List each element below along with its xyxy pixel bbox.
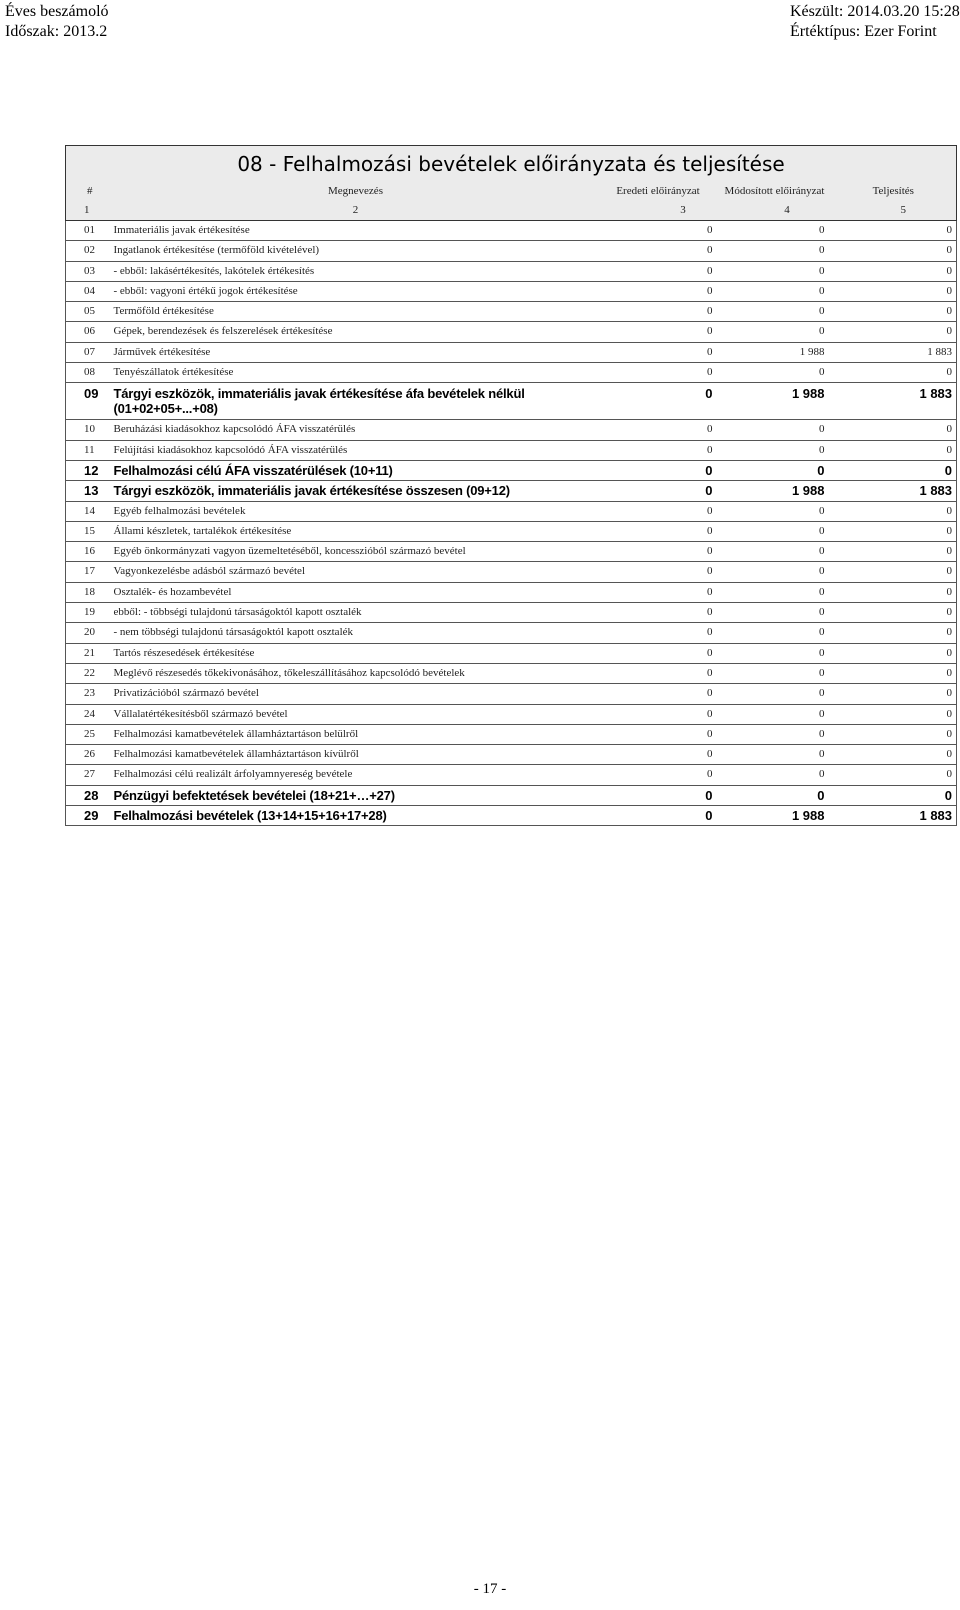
row-teljesites-value: 0 [831,281,957,301]
row-name-text: Pénzügyi befektetések bevételei (18+21+…+27) [113,787,395,803]
table-row [66,582,957,602]
row-name [114,241,598,261]
row-code: 17 [66,562,114,582]
row-teljesites-value: 1 883 [831,342,957,362]
row-name [114,765,598,785]
row-modositott-value: 0 [719,724,831,744]
row-name [114,643,598,663]
row-code: 11 [66,440,114,460]
row-code: 21 [66,643,114,663]
row-name [114,440,598,460]
row-teljesites-value: 0 [831,440,957,460]
row-name-text: Felhalmozási célú ÁFA visszatérülések (10+11) [113,462,393,478]
row-name-text: Egyéb önkormányzati vagyon üzemeltetéséből, koncesszióból származó bevétel [113,545,466,558]
row-name-continuation: (01+02+05+...+08) [113,401,218,417]
row-eredeti-value: 0 [598,603,719,623]
document-type: Éves beszámoló [5,3,109,20]
row-name-text: - ebből: lakásértékesítés, lakótelek értékesítés [113,264,315,277]
row-modositott-value: 0 [719,582,831,602]
row-name-text: Osztalék- és hozambevétel [113,585,232,598]
row-modositott-value: 0 [719,420,831,440]
row-name [114,704,598,724]
row-teljesites-value: 1 883 [831,383,957,420]
row-code: 06 [66,322,114,342]
row-code: 13 [66,481,114,501]
row-eredeti-value: 0 [598,521,719,541]
column-number-3: 3 [598,201,719,221]
row-name-text: Vagyonkezelésbe adásból származó bevétel [113,565,305,578]
row-eredeti-value: 0 [598,501,719,521]
row-modositott-value: 0 [719,460,831,480]
table-row [66,521,957,541]
row-name [114,562,598,582]
row-name [114,460,598,480]
row-modositott-value: 0 [719,684,831,704]
row-name-text: Járművek értékesítése [113,345,211,358]
row-teljesites-value: 1 883 [831,806,957,826]
row-name-text: Felújítási kiadásokhoz kapcsolódó ÁFA visszatérülés [113,443,348,456]
row-name [114,542,598,562]
table-row [66,684,957,704]
row-code: 05 [66,302,114,322]
period-label: Időszak: 2013.2 [5,23,108,40]
row-code: 29 [66,806,114,826]
row-name-text: Tenyészállatok értékesítése [113,366,234,379]
row-teljesites-value: 0 [831,521,957,541]
column-header-name: Megnevezés [114,182,598,201]
row-eredeti-value: 0 [598,420,719,440]
row-name [114,383,598,420]
row-name-text: Termőföld értékesítése [113,305,214,318]
row-name-text: Állami készletek, tartalékok értékesítése [113,524,292,537]
row-name-text: Felhalmozási célú realizált árfolyamnyereség bevétele [113,768,353,781]
row-teljesites-value: 0 [831,765,957,785]
row-name [114,806,598,826]
row-teljesites-value: 0 [831,704,957,724]
row-name-text: Egyéb felhalmozási bevételek [113,504,246,517]
row-teljesites-value: 0 [831,785,957,805]
row-name [114,785,598,805]
report-table [65,145,957,826]
row-teljesites-value: 0 [831,562,957,582]
row-modositott-value: 0 [719,663,831,683]
row-name [114,221,598,241]
row-code: 03 [66,261,114,281]
row-modositott-value: 1 988 [719,383,831,420]
table-row [66,460,957,480]
row-name-text: Immateriális javak értékesítése [113,224,250,236]
row-code: 20 [66,623,114,643]
row-name-text: Privatizációból származó bevétel [113,687,259,700]
row-eredeti-value: 0 [598,302,719,322]
row-modositott-value: 0 [719,765,831,785]
column-number-row [66,201,957,221]
row-code: 12 [66,460,114,480]
row-modositott-value: 0 [719,603,831,623]
row-name [114,261,598,281]
row-modositott-value: 1 988 [719,806,831,826]
row-name [114,420,598,440]
row-name [114,521,598,541]
column-header-row [66,182,957,201]
column-header-teljesites: Teljesítés [831,182,957,201]
table-row [66,724,957,744]
row-name-text: ebből: - többségi tulajdonú társaságoktól kapott osztalék [113,606,362,619]
row-modositott-value: 0 [719,501,831,521]
row-name-text: Meglévő részesedés tőkekivonásához, tőkeleszállításához kapcsolódó bevételek [113,666,465,679]
row-modositott-value: 0 [719,241,831,261]
row-modositott-value: 0 [719,363,831,383]
table-row [66,542,957,562]
row-teljesites-value: 0 [831,542,957,562]
row-teljesites-value: 0 [831,420,957,440]
table-row [66,806,957,826]
row-name-text: - nem többségi tulajdonú társaságoktól kapott osztalék [113,626,354,639]
row-teljesites-value: 0 [831,322,957,342]
row-eredeti-value: 0 [598,643,719,663]
row-modositott-value: 0 [719,542,831,562]
table-row [66,785,957,805]
table-row [66,302,957,322]
column-header-eredeti: Eredeti előirányzat [598,182,719,201]
row-name-text: Felhalmozási kamatbevételek államháztartáson kívülről [113,748,359,761]
row-eredeti-value: 0 [598,745,719,765]
row-eredeti-value: 0 [598,261,719,281]
row-name-text: Beruházási kiadásokhoz kapcsolódó ÁFA visszatérülés [113,423,356,436]
row-name [114,342,598,362]
column-number-1: 1 [66,201,114,221]
row-name [114,663,598,683]
row-name [114,501,598,521]
table-row [66,643,957,663]
row-modositott-value: 0 [719,745,831,765]
row-code: 27 [66,765,114,785]
row-eredeti-value: 0 [598,704,719,724]
table-row [66,420,957,440]
table-row [66,440,957,460]
row-modositott-value: 0 [719,704,831,724]
row-teljesites-value: 0 [831,724,957,744]
row-eredeti-value: 0 [598,806,719,826]
row-eredeti-value: 0 [598,363,719,383]
row-name [114,322,598,342]
row-eredeti-value: 0 [598,460,719,480]
row-name-text: Vállalatértékesítésből származó bevétel [113,707,288,720]
row-name-text: Ingatlanok értékesítése (termőföld kivételével) [113,244,320,257]
row-modositott-value: 0 [719,261,831,281]
table-row [66,363,957,383]
row-code: 04 [66,281,114,301]
column-number-4: 4 [719,201,831,221]
row-code: 14 [66,501,114,521]
row-eredeti-value: 0 [598,383,719,420]
row-modositott-value: 0 [719,562,831,582]
row-name [114,724,598,744]
table-title-row [66,146,957,183]
row-eredeti-value: 0 [598,440,719,460]
row-eredeti-value: 0 [598,221,719,241]
row-teljesites-value: 0 [831,221,957,241]
row-teljesites-value: 0 [831,460,957,480]
table-row [66,603,957,623]
row-teljesites-value: 0 [831,363,957,383]
row-name [114,281,598,301]
row-name-text: Felhalmozási bevételek (13+14+15+16+17+28) [113,808,387,824]
row-modositott-value: 0 [719,221,831,241]
row-eredeti-value: 0 [598,281,719,301]
row-name-text: - ebből: vagyoni értékű jogok értékesítése [113,284,298,297]
row-teljesites-value: 0 [831,501,957,521]
row-name [114,684,598,704]
table-row [66,765,957,785]
row-eredeti-value: 0 [598,542,719,562]
row-name [114,582,598,602]
page-number: - 17 - [473,1581,507,1597]
row-code: 24 [66,704,114,724]
row-code: 25 [66,724,114,744]
row-modositott-value: 1 988 [719,481,831,501]
row-teljesites-value: 0 [831,261,957,281]
row-eredeti-value: 0 [598,342,719,362]
row-teljesites-value: 0 [831,663,957,683]
table-row [66,745,957,765]
table-row [66,481,957,501]
row-eredeti-value: 0 [598,623,719,643]
row-code: 18 [66,582,114,602]
row-code: 28 [66,785,114,805]
row-eredeti-value: 0 [598,785,719,805]
table-row [66,221,957,241]
row-name-text: Gépek, berendezések és felszerelések értékesítése [113,325,333,338]
row-name [114,302,598,322]
column-header-modositott: Módosított előirányzat [719,182,831,201]
row-name [114,623,598,643]
row-code: 26 [66,745,114,765]
column-number-5: 5 [831,201,957,221]
row-code: 01 [66,221,114,241]
table-title: 08 - Felhalmozási bevételek előirányzata és teljesítése [66,146,957,183]
row-eredeti-value: 0 [598,765,719,785]
row-eredeti-value: 0 [598,562,719,582]
table-row [66,501,957,521]
row-name [114,481,598,501]
row-name [114,363,598,383]
row-modositott-value: 0 [719,302,831,322]
row-teljesites-value: 0 [831,643,957,663]
value-type-label: Értéktípus: Ezer Forint [790,23,937,40]
row-code: 02 [66,241,114,261]
row-code: 08 [66,363,114,383]
row-modositott-value: 1 988 [719,342,831,362]
row-eredeti-value: 0 [598,724,719,744]
table-row [66,704,957,724]
column-number-2: 2 [114,201,598,221]
row-name-text: Tárgyi eszközök, immateriális javak értékesítése áfa bevételek nélkül [113,386,525,402]
row-modositott-value: 0 [719,440,831,460]
row-teljesites-value: 1 883 [831,481,957,501]
row-teljesites-value: 0 [831,582,957,602]
row-modositott-value: 0 [719,521,831,541]
row-eredeti-value: 0 [598,582,719,602]
row-name [114,603,598,623]
row-name-text: Tárgyi eszközök, immateriális javak értékesítése összesen (09+12) [113,483,510,499]
row-modositott-value: 0 [719,623,831,643]
row-teljesites-value: 0 [831,684,957,704]
row-code: 23 [66,684,114,704]
table-row [66,562,957,582]
row-teljesites-value: 0 [831,745,957,765]
row-modositott-value: 0 [719,281,831,301]
row-modositott-value: 0 [719,322,831,342]
row-name-text: Felhalmozási kamatbevételek államháztartáson belülről [113,727,359,740]
table-row [66,241,957,261]
row-modositott-value: 0 [719,643,831,663]
column-header-code: # [66,182,114,201]
row-teljesites-value: 0 [831,623,957,643]
row-eredeti-value: 0 [598,663,719,683]
created-timestamp: Készült: 2014.03.20 15:28 [790,3,960,20]
row-code: 22 [66,663,114,683]
row-eredeti-value: 0 [598,684,719,704]
row-code: 07 [66,342,114,362]
row-teljesites-value: 0 [831,302,957,322]
row-code: 15 [66,521,114,541]
row-modositott-value: 0 [719,785,831,805]
row-name-text: Tartós részesedések értékesítése [113,646,255,659]
row-code: 10 [66,420,114,440]
table-row [66,342,957,362]
row-code: 09 [66,383,114,420]
row-eredeti-value: 0 [598,481,719,501]
table-row [66,383,957,420]
row-name [114,745,598,765]
row-teljesites-value: 0 [831,603,957,623]
table-row [66,623,957,643]
table-row [66,281,957,301]
table-row [66,663,957,683]
row-code: 19 [66,603,114,623]
row-code: 16 [66,542,114,562]
table-row [66,322,957,342]
row-eredeti-value: 0 [598,241,719,261]
table-row [66,261,957,281]
row-teljesites-value: 0 [831,241,957,261]
row-eredeti-value: 0 [598,322,719,342]
